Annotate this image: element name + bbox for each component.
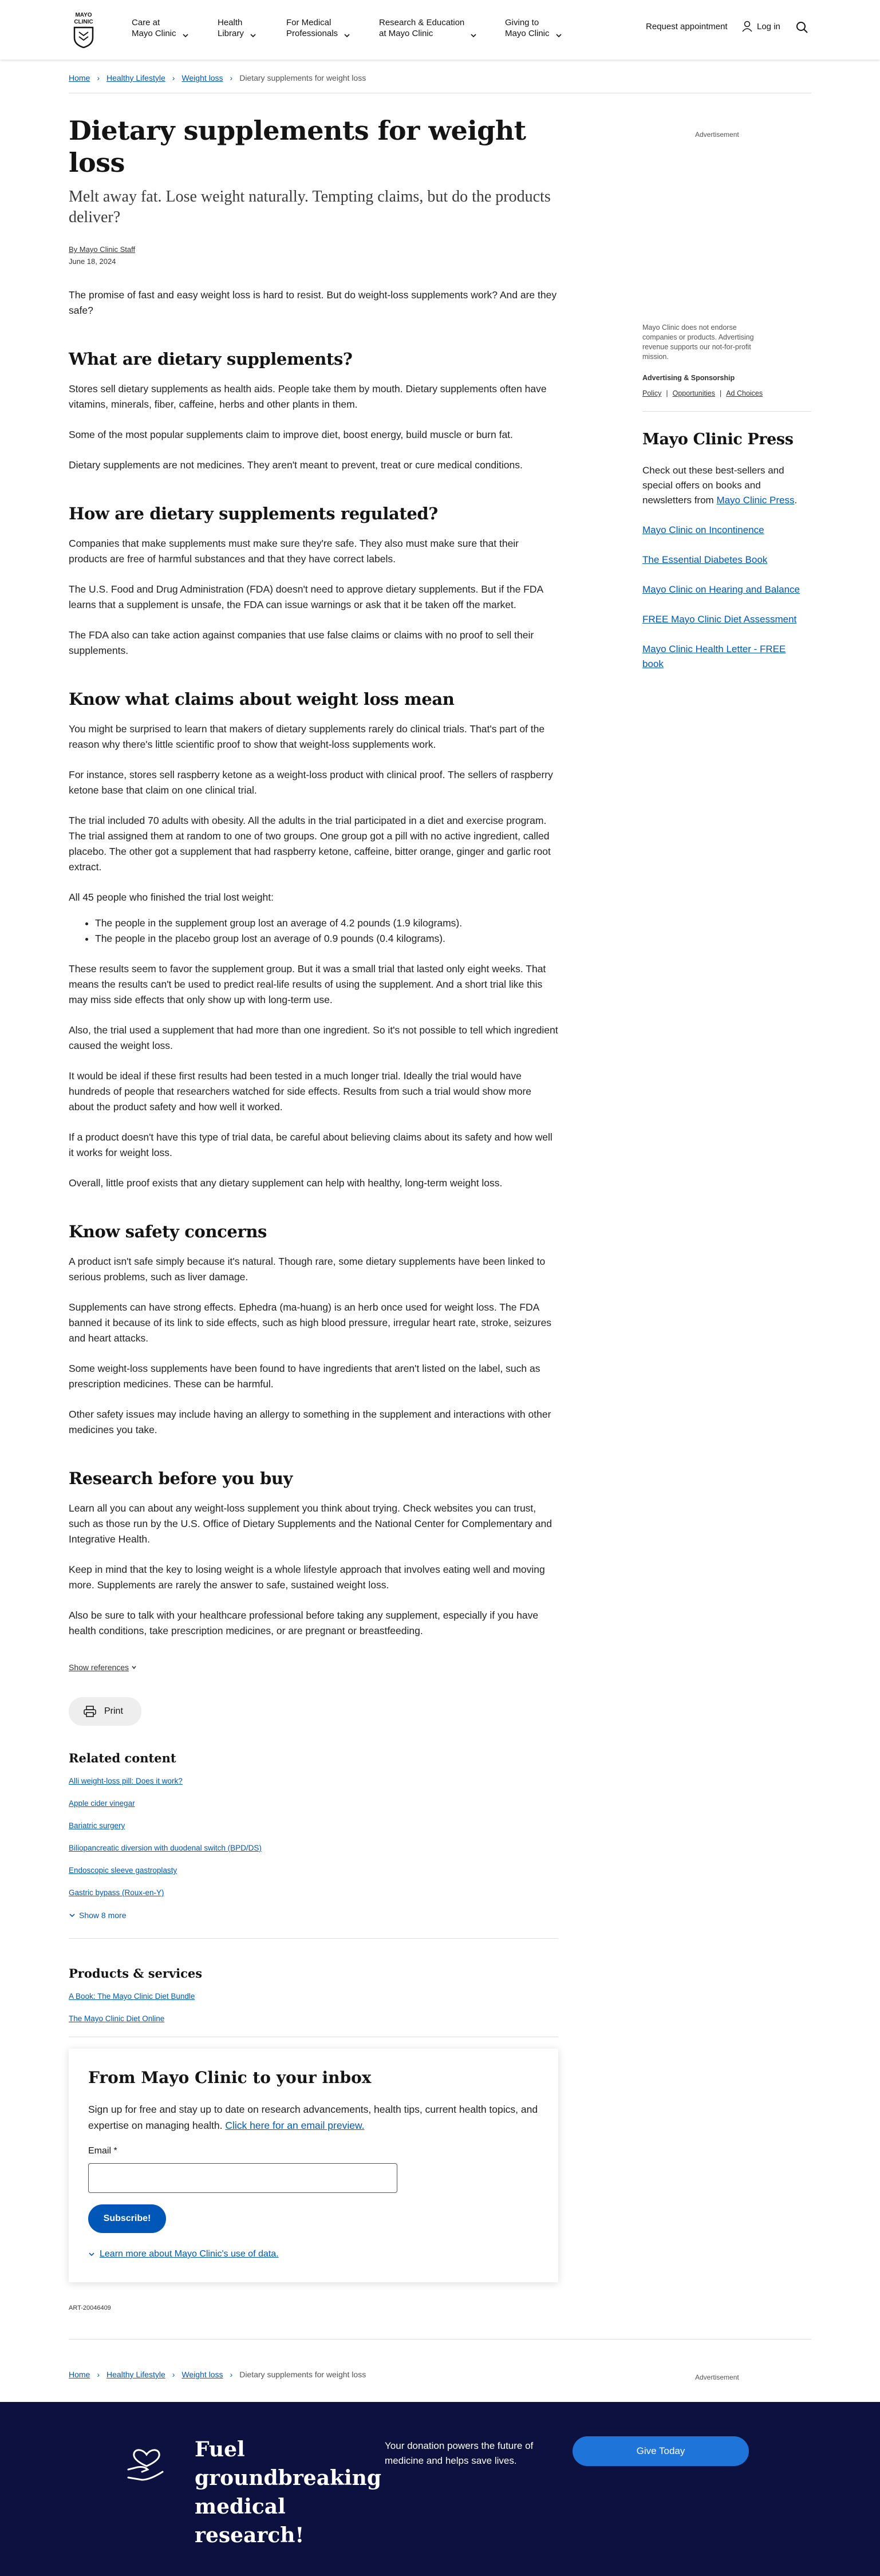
related-list: [69, 1777, 558, 1897]
chevron-right-icon: ›: [230, 2370, 233, 2379]
nav-label: Research & Education: [379, 18, 465, 27]
breadcrumb-current: Dietary supplements for weight loss: [239, 2370, 366, 2379]
chevron-down-icon: [69, 1912, 76, 1918]
breadcrumb-link[interactable]: Weight loss: [181, 2370, 223, 2379]
divider: [69, 2339, 811, 2340]
donate-title: Fuel groundbreaking medical research!: [195, 2437, 382, 2547]
chevron-down-icon: [555, 32, 562, 39]
paragraph: If a product doesn't have this type of trial data, be careful about believing claims about its safety and how well it works for weight loss.: [69, 1131, 553, 1158]
paragraph: Some weight-loss supplements have been found to have ingredients that aren't listed on the label, such as prescription medicines. These can be harmful.: [69, 1363, 540, 1390]
press-link[interactable]: FREE Mayo Clinic Diet Assessment: [642, 614, 797, 625]
show-references-toggle[interactable]: [69, 1663, 558, 1672]
svg-text:CLINIC: CLINIC: [74, 19, 93, 25]
paragraph: The U.S. Food and Drug Administration (FDA) doesn't need to approve dietary supplements. But if the FDA learns that a supplement is unsafe, the FDA can issue warnings or ask that it be taken off the market.: [69, 583, 543, 610]
advertisement-label: Advertisement: [695, 131, 739, 139]
nav-health-library[interactable]: [218, 17, 256, 39]
divider: [642, 411, 811, 412]
chevron-right-icon: ›: [172, 73, 175, 82]
paragraph: All 45 people who finished the trial lost weight:: [69, 891, 274, 903]
breadcrumb-link[interactable]: Healthy Lifestyle: [106, 73, 165, 82]
search-icon[interactable]: [796, 21, 808, 34]
advertising-links: [642, 389, 763, 397]
email-field[interactable]: [88, 2163, 397, 2193]
chevron-right-icon: ›: [230, 73, 233, 82]
newsletter-card: [69, 2049, 558, 2282]
nav-label: For Medical: [286, 18, 332, 27]
press-link[interactable]: The Essential Diabetes Book: [642, 554, 768, 565]
request-appointment-link[interactable]: Request appointment: [646, 22, 728, 31]
press-text: Check out these best-sellers and special offers on books and newsletters from Mayo Clinic Press.: [642, 465, 798, 506]
paragraph: A product isn't safe simply because it's natural. Though rare, some dietary supplements have been linked to serious problems, such as liver damage.: [69, 1256, 546, 1283]
page-title: Dietary supplements for weight loss: [69, 115, 526, 178]
show-references-label: Show references: [69, 1663, 129, 1672]
login-link[interactable]: [742, 21, 780, 32]
chevron-right-icon: ›: [97, 73, 100, 82]
products-title: Products & services: [69, 1966, 203, 1981]
email-preview-link[interactable]: Click here for an email preview.: [225, 2120, 365, 2131]
paragraph: Supplements can have strong effects. Ephedra (ma-huang) is an herb once used for weight loss. The FDA banned it because of its link to side effects, such as high blood pressure, irregular heart rate, stroke, seizures and heart attacks.: [69, 1301, 552, 1344]
nav-label: Professionals: [286, 29, 338, 38]
article: [69, 115, 558, 2037]
page-subtitle: Melt away fat. Lose weight naturally. Tempting claims, but do the products deliver?: [69, 188, 551, 226]
give-today-button[interactable]: Give Today: [573, 2436, 749, 2466]
intro-paragraph: The promise of fast and easy weight loss is hard to resist. But do weight-loss supplements work? And are they safe?: [69, 289, 557, 316]
chevron-down-icon: [344, 32, 350, 39]
advertising-title: Advertising & Sponsorship: [642, 374, 735, 382]
paragraph: Overall, little proof exists that any dietary supplement can help with healthy, long-term weight loss.: [69, 1177, 503, 1189]
svg-text:MAYO: MAYO: [75, 12, 92, 18]
press-title: Mayo Clinic Press: [642, 431, 794, 448]
list-item: • The people in the placebo group lost an average of 0.9 pounds (0.4 kilograms).: [95, 931, 558, 946]
paragraph: Keep in mind that the key to losing weight is a whole lifestyle approach that involves eating well and moving more. Supplements are rarely the answer to safe, sustained weight loss.: [69, 1564, 545, 1591]
paragraph: These results seem to favor the supplement group. But it was a small trial that lasted only eight weeks. That means the results can't be used to predict real-life results of using the supplement. And a short trial like this may miss side effects that only show up with long-term use.: [69, 963, 546, 1005]
product-link[interactable]: The Mayo Clinic Diet Online: [69, 2014, 165, 2023]
related-title: Related content: [69, 1751, 176, 1765]
section-heading: Research before you buy: [69, 1469, 293, 1488]
separator: |: [666, 389, 668, 397]
divider: [69, 1938, 558, 1939]
section-heading: How are dietary supplements regulated?: [69, 504, 438, 523]
breadcrumb-link[interactable]: Weight loss: [181, 73, 223, 82]
press-link[interactable]: Mayo Clinic on Hearing and Balance: [642, 584, 800, 595]
newsletter-title: From Mayo Clinic to your inbox: [88, 2068, 372, 2087]
printer-icon: [84, 1706, 96, 1717]
donate-text: Your donation powers the future of medicine and helps save lives.: [385, 2440, 534, 2466]
publish-date: June 18, 2024: [69, 257, 116, 266]
paragraph: Companies that make supplements must make sure they're safe. They also must make sure that their products are free of harmful substances and that they have correct labels.: [69, 538, 519, 565]
print-button[interactable]: [69, 1697, 141, 1726]
nav-label: Library: [218, 29, 244, 38]
show-more-label: Show 8 more: [79, 1911, 127, 1920]
email-label: Email *: [88, 2146, 117, 2156]
show-more-button[interactable]: [69, 1911, 558, 1920]
press-link[interactable]: Mayo Clinic on Incontinence: [642, 524, 764, 535]
paragraph: Learn all you can about any weight-loss supplement you think about trying. Check websites you can trust, such as those run by the U.S. Office of Dietary Supplements and the National Center for Complementary and Integrative Health.: [69, 1502, 553, 1545]
policy-link[interactable]: Policy: [642, 389, 662, 397]
paragraph: Some of the most popular supplements claim to improve diet, boost energy, build muscle or burn fat.: [69, 429, 513, 440]
mayo-clinic-logo[interactable]: [69, 9, 98, 48]
paragraph: The trial included 70 adults with obesity. All the adults in the trial participated in a diet and exercise program. The trial assigned them at random to one of two groups. One group got a pill with no active ingredient, called placebo. The other got a supplement that had raspberry ketone, caffeine, bitter orange, ginger and garlic root extract.: [69, 815, 551, 873]
site-header: [0, 0, 880, 60]
bullet-list: [69, 916, 558, 946]
learn-more-link[interactable]: Learn more about Mayo Clinic's use of data.: [100, 2249, 279, 2259]
products-list: [69, 1992, 558, 2023]
paragraph: You might be surprised to learn that makers of dietary supplements rarely do clinical trials. That's part of the reason why there's little scientific proof to show that weight-loss supplements work.: [69, 723, 545, 750]
advertising-note: Mayo Clinic does not endorse companies or products. Advertising revenue supports our not-for-profit mission.: [642, 324, 754, 361]
breadcrumb-link[interactable]: Healthy Lifestyle: [106, 2370, 165, 2379]
nav-label: Health: [218, 18, 243, 27]
breadcrumb-current: Dietary supplements for weight loss: [239, 73, 366, 82]
related-link[interactable]: Bariatric surgery: [69, 1821, 125, 1830]
press-inline-link[interactable]: Mayo Clinic Press: [716, 495, 795, 506]
breadcrumb-link[interactable]: Home: [69, 2370, 90, 2379]
related-link[interactable]: Gastric bypass (Roux-en-Y): [69, 1888, 164, 1897]
chevron-down-icon: [182, 32, 189, 39]
login-label: Log in: [757, 21, 780, 31]
related-link[interactable]: Endoscopic sleeve gastroplasty: [69, 1866, 177, 1875]
nav-care-at-mayo[interactable]: [132, 17, 189, 39]
related-link[interactable]: Apple cider vinegar: [69, 1799, 135, 1808]
paragraph: Stores sell dietary supplements as health aids. People take them by mouth. Dietary supplements often have vitamins, minerals, fiber, caffeine, herbs and other plants in them.: [69, 383, 547, 410]
nav-giving[interactable]: [505, 17, 562, 39]
section-heading: What are dietary supplements?: [69, 349, 353, 369]
nav-label: Mayo Clinic: [505, 29, 550, 38]
press-text-body: Check out these best-sellers and special offers on books and newsletters from: [642, 465, 784, 506]
press-link[interactable]: Mayo Clinic Health Letter - FREE book: [642, 644, 786, 669]
product-link[interactable]: A Book: The Mayo Clinic Diet Bundle: [69, 1992, 195, 2001]
paragraph: Also be sure to talk with your healthcare professional before taking any supplement, especially if you have health conditions, take prescription medicines, or are pregnant or breastfeeding.: [69, 1609, 539, 1636]
newsletter-body: Sign up for free and stay up to date on research advancements, health tips, current health topics, and expertise on managing health.: [88, 2104, 538, 2131]
byline-link[interactable]: By Mayo Clinic Staff: [69, 245, 136, 254]
products-services: [69, 1966, 558, 2023]
chevron-right-icon: ›: [97, 2370, 100, 2379]
chevron-down-icon: [250, 32, 256, 39]
print-label: Print: [104, 1706, 123, 1716]
ad-choices-link[interactable]: Ad Choices: [726, 389, 763, 397]
paragraph: It would be ideal if these first results had been tested in a much longer trial. Ideally the trial would have hundreds of people that researchers watched for side effects. Results from such a trial would show more about the product safety and how well it worked.: [69, 1070, 531, 1113]
breadcrumb-bottom: [69, 2370, 366, 2379]
separator: |: [719, 389, 722, 397]
chevron-down-icon: [131, 1664, 137, 1670]
related-link[interactable]: Alli weight-loss pill: Does it work?: [69, 1777, 183, 1785]
related-link[interactable]: Biliopancreatic diversion with duodenal switch (BPD/DS): [69, 1844, 262, 1852]
opportunities-link[interactable]: Opportunities: [672, 389, 715, 397]
section-heading: Know safety concerns: [69, 1222, 267, 1241]
paragraph: For instance, stores sell raspberry ketone as a weight-loss product with clinical proof. The sellers of raspberry ketone base that claim on one clinical trial.: [69, 769, 553, 796]
breadcrumb: [69, 73, 366, 82]
paragraph: Also, the trial used a supplement that had more than one ingredient. So it's not possible to tell which ingredient caused the weight loss.: [69, 1024, 558, 1051]
chevron-down-icon: [470, 32, 477, 39]
chevron-right-icon: ›: [172, 2370, 175, 2379]
list-item: • The people in the supplement group lost an average of 4.2 pounds (1.9 kilograms).: [95, 916, 558, 931]
nav-label: Giving to: [505, 18, 539, 27]
nav-medical-professionals[interactable]: [286, 17, 350, 39]
nav-label: Mayo Clinic: [132, 29, 176, 38]
breadcrumb-link[interactable]: Home: [69, 73, 90, 82]
newsletter-text: [88, 2101, 540, 2133]
nav-research-education[interactable]: [379, 17, 477, 39]
donation-banner: [0, 2402, 880, 2576]
press-panel: [642, 431, 808, 672]
user-icon: [742, 21, 752, 32]
related-content: [69, 1751, 558, 1920]
paragraph: Dietary supplements are not medicines. They aren't meant to prevent, treat or cure medical conditions.: [69, 459, 523, 471]
subscribe-button[interactable]: Subscribe!: [88, 2204, 166, 2233]
chevron-down-icon: [88, 2251, 95, 2257]
nav-label: at Mayo Clinic: [379, 29, 433, 38]
learn-more-toggle[interactable]: [88, 2249, 279, 2259]
article-code: ART-20046409: [69, 2305, 111, 2311]
paragraph: The FDA also can take action against companies that use false claims or claims with no proof to sell their supplements.: [69, 629, 534, 656]
heart-hands-icon: [125, 2437, 168, 2483]
paragraph: Other safety issues may include having an allergy to something in the supplement and interactions with other medicines you take.: [69, 1409, 551, 1435]
section-heading: Know what claims about weight loss mean: [69, 689, 455, 709]
advertisement-label: Advertisement: [695, 2373, 739, 2381]
nav-label: Care at: [132, 18, 160, 27]
